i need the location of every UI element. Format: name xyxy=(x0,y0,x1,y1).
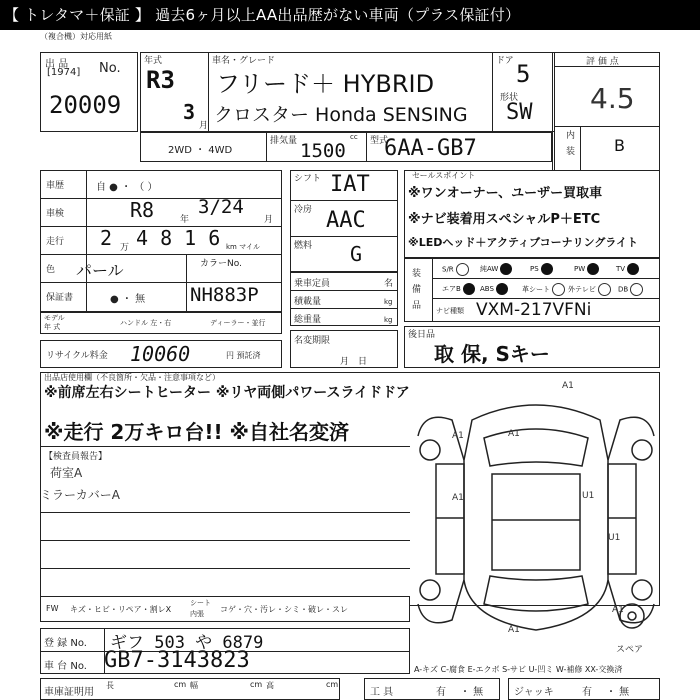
chassis-value: GB7-3143823 xyxy=(104,648,250,673)
tools-yes: 有 xyxy=(436,687,446,698)
sales-point-2: ※ナビ装着用スペシャルP＋ETC xyxy=(408,212,601,227)
model-type-value: 6AA-GB7 xyxy=(384,136,477,161)
dealer-type: ディーラー・並行 xyxy=(210,319,266,327)
lot-box xyxy=(40,52,138,132)
gross-unit: kg xyxy=(384,316,393,324)
diagram-mark-front: A1 xyxy=(562,381,574,391)
garage-cert-length: 長 xyxy=(106,681,114,690)
interior-fw-text: キズ・ヒビ・リペア・割レX xyxy=(70,605,172,614)
inspector-label: 【検査員報告】 xyxy=(44,452,108,462)
interior-grade: B xyxy=(614,136,625,155)
inspection-label: 車検 xyxy=(46,209,65,219)
interior-fw-label: FW xyxy=(46,604,59,613)
month-unit: 月 xyxy=(199,121,209,131)
capacity-label: 乗車定員 xyxy=(294,279,331,289)
equipment-label-2: 備 xyxy=(412,285,422,295)
year-era: R3 xyxy=(146,66,175,94)
interior-seat-label-2: 内張 xyxy=(190,610,204,618)
registration-label: 登 録 No. xyxy=(44,638,87,649)
equip-db: DB xyxy=(618,283,643,296)
score-box xyxy=(554,52,660,180)
interior-label-1: 内 xyxy=(566,131,576,141)
aircon-value: AAC xyxy=(326,208,366,233)
score-value: 4.5 xyxy=(590,82,635,115)
score-label: 評 価 点 xyxy=(586,57,619,67)
sales-point-1: ※ワンオーナー、ユーザー買取車 xyxy=(408,186,603,201)
diagram-mark-left-front: A1 xyxy=(452,431,464,441)
notes-label: 出品店使用欄（不良箇所・欠品・注意事項など） xyxy=(44,373,220,382)
recycle-value: 10060 xyxy=(130,342,191,366)
mileage-unit: km マイル xyxy=(226,243,260,251)
reg-change-unit: 月 日 xyxy=(340,357,368,367)
equip-leather: 革シート xyxy=(522,283,565,296)
diagram-mark-left-door: A1 xyxy=(452,493,464,503)
history-label: 車歴 xyxy=(46,181,65,191)
jack-yes: 有 xyxy=(582,687,592,698)
equipment-label-1: 装 xyxy=(412,269,422,279)
interior-label-2: 装 xyxy=(566,147,576,157)
attachments-label: 後日品 xyxy=(408,330,436,340)
notes-line-1: ※前席左右シートヒーター ※リヤ両側パワースライドドア xyxy=(44,385,410,401)
color-no-label: カラーNo. xyxy=(200,259,242,269)
spare-label: スペア xyxy=(616,645,644,655)
garage-cert-unit-2: cm xyxy=(250,680,263,689)
inspection-year-unit: 年 xyxy=(180,215,190,225)
model-type-label: 型式 xyxy=(370,136,389,146)
diagram-mark-rear: A1 xyxy=(508,625,520,635)
sales-points-label: セールスポイント xyxy=(412,171,476,180)
mileage-man: 2 xyxy=(100,226,113,250)
diagram-mark-right-door: U1 xyxy=(582,491,595,501)
drive-type: 2WD ・ 4WD xyxy=(168,145,233,156)
equipment-label-3: 品 xyxy=(412,301,422,311)
jack-no: ・ 無 xyxy=(606,687,630,698)
equip-ps: PS xyxy=(530,263,553,275)
lot-year: [1974] xyxy=(47,67,81,78)
damage-diagram xyxy=(412,380,660,642)
inspection-date: 3/24 xyxy=(198,196,244,218)
displacement-unit: cc xyxy=(350,133,358,141)
equip-airbag: エアB xyxy=(442,283,475,295)
tools-no: ・ 無 xyxy=(460,687,484,698)
year-label: 年式 xyxy=(144,56,163,66)
mileage-label: 走行 xyxy=(46,237,65,247)
garage-cert-width: 幅 xyxy=(190,681,198,690)
car-name-label: 車名・グレード xyxy=(212,56,276,66)
lot-number: 20009 xyxy=(49,91,122,119)
car-name-line2: クロスター Honda SENSING xyxy=(214,104,468,126)
garage-cert-unit-1: cm xyxy=(174,680,187,689)
shape-label: 形状 xyxy=(500,93,519,103)
color-label: 色 xyxy=(46,265,56,275)
multi-device-note: （複合機）対応用紙 xyxy=(40,32,112,41)
notes-line-2: ※走行 2万キロ台!! ※自社名変済 xyxy=(44,420,349,444)
warranty-value: ● ・ 無 xyxy=(110,294,146,305)
tools-label: 工 具 xyxy=(370,687,394,698)
chassis-label: 車 台 No. xyxy=(44,661,87,672)
load-label: 積載量 xyxy=(294,297,322,307)
damage-legend: A-キズ C-腐食 E-エクボ S-サビ U-凹ミ W-補修 XX-交換済 xyxy=(414,665,623,674)
displacement-value: 1500 xyxy=(300,140,346,162)
inspector-line-1: 荷室A xyxy=(50,466,83,480)
equip-sunroof: S/R xyxy=(442,263,469,276)
navi-value: VXM-217VFNi xyxy=(476,300,592,320)
color-value: パール xyxy=(76,261,124,280)
doors-value: 5 xyxy=(516,60,531,88)
reg-change-label: 名変期限 xyxy=(294,336,331,346)
warranty-label: 保証書 xyxy=(46,293,74,303)
inspector-line-2: ミラーカバーA xyxy=(40,488,120,502)
equip-ext-tv: 外テレビ xyxy=(568,283,611,296)
car-name-line1: フリード＋ HYBRID xyxy=(216,70,435,98)
diagram-mark-spare: A1 xyxy=(612,605,624,615)
handle-side: ハンドル 左・右 xyxy=(120,319,172,327)
interior-seat-label-1: シート xyxy=(190,599,211,607)
shift-label: シフト xyxy=(294,174,322,184)
inspection-month-unit: 月 xyxy=(264,215,274,225)
diagram-mark-bonnet: A1 xyxy=(508,429,520,439)
fuel-value: G xyxy=(350,242,363,266)
auction-banner: 【 トレタマ＋保証 】 過去6ヶ月以上AA出品歴がない車両（プラス保証付） xyxy=(0,0,700,30)
recycle-label: リサイクル料金 xyxy=(46,351,108,361)
history-value: 自 ● ・ （ ） xyxy=(96,182,158,193)
inspection-era: R8 xyxy=(130,198,155,222)
shape-value: SW xyxy=(506,100,533,125)
garage-cert-height: 高 xyxy=(266,681,274,690)
garage-cert-unit-3: cm xyxy=(326,680,339,689)
doors-label: ドア xyxy=(496,56,514,66)
displacement-label: 排気量 xyxy=(270,136,298,146)
garage-cert-label: 車庫証明用 xyxy=(44,687,94,698)
equip-tv: TV xyxy=(616,263,639,275)
aircon-label: 冷房 xyxy=(294,205,313,215)
equip-pw: PW xyxy=(574,263,599,275)
lot-no-label: No. xyxy=(99,61,121,76)
model-year-label-1: モデル xyxy=(44,314,65,322)
lot-year-label: 出 品 xyxy=(45,59,69,70)
equip-abs: ABS xyxy=(480,283,508,295)
model-year-label-2: 年 式 xyxy=(44,323,61,331)
navi-label: ナビ種類 xyxy=(436,307,464,315)
registration-value: ギフ 503 や 6879 xyxy=(110,633,264,653)
gross-label: 総重量 xyxy=(294,315,322,325)
attachments-value: 取 保, Sキー xyxy=(434,342,550,366)
interior-seat-text: コゲ・穴・汚レ・シミ・破レ・スレ xyxy=(220,605,348,614)
load-unit: kg xyxy=(384,298,393,306)
color-no-value: NH883P xyxy=(190,284,259,306)
year-month: 3 xyxy=(183,100,196,124)
recycle-unit: 円 預託済 xyxy=(226,351,261,360)
mileage-man-unit: 万 xyxy=(120,243,130,253)
diagram-mark-right-rear: U1 xyxy=(608,533,621,543)
equip-alloy: 純AW xyxy=(480,263,512,275)
fuel-label: 燃料 xyxy=(294,241,313,251)
mileage-digits: 4 8 1 6 xyxy=(136,226,221,250)
capacity-unit: 名 xyxy=(384,279,394,289)
sales-point-3: ※LEDヘッド＋アクティブコーナリングライト xyxy=(408,236,639,249)
shift-value: IAT xyxy=(330,172,370,197)
jack-label: ジャッキ xyxy=(514,687,554,698)
